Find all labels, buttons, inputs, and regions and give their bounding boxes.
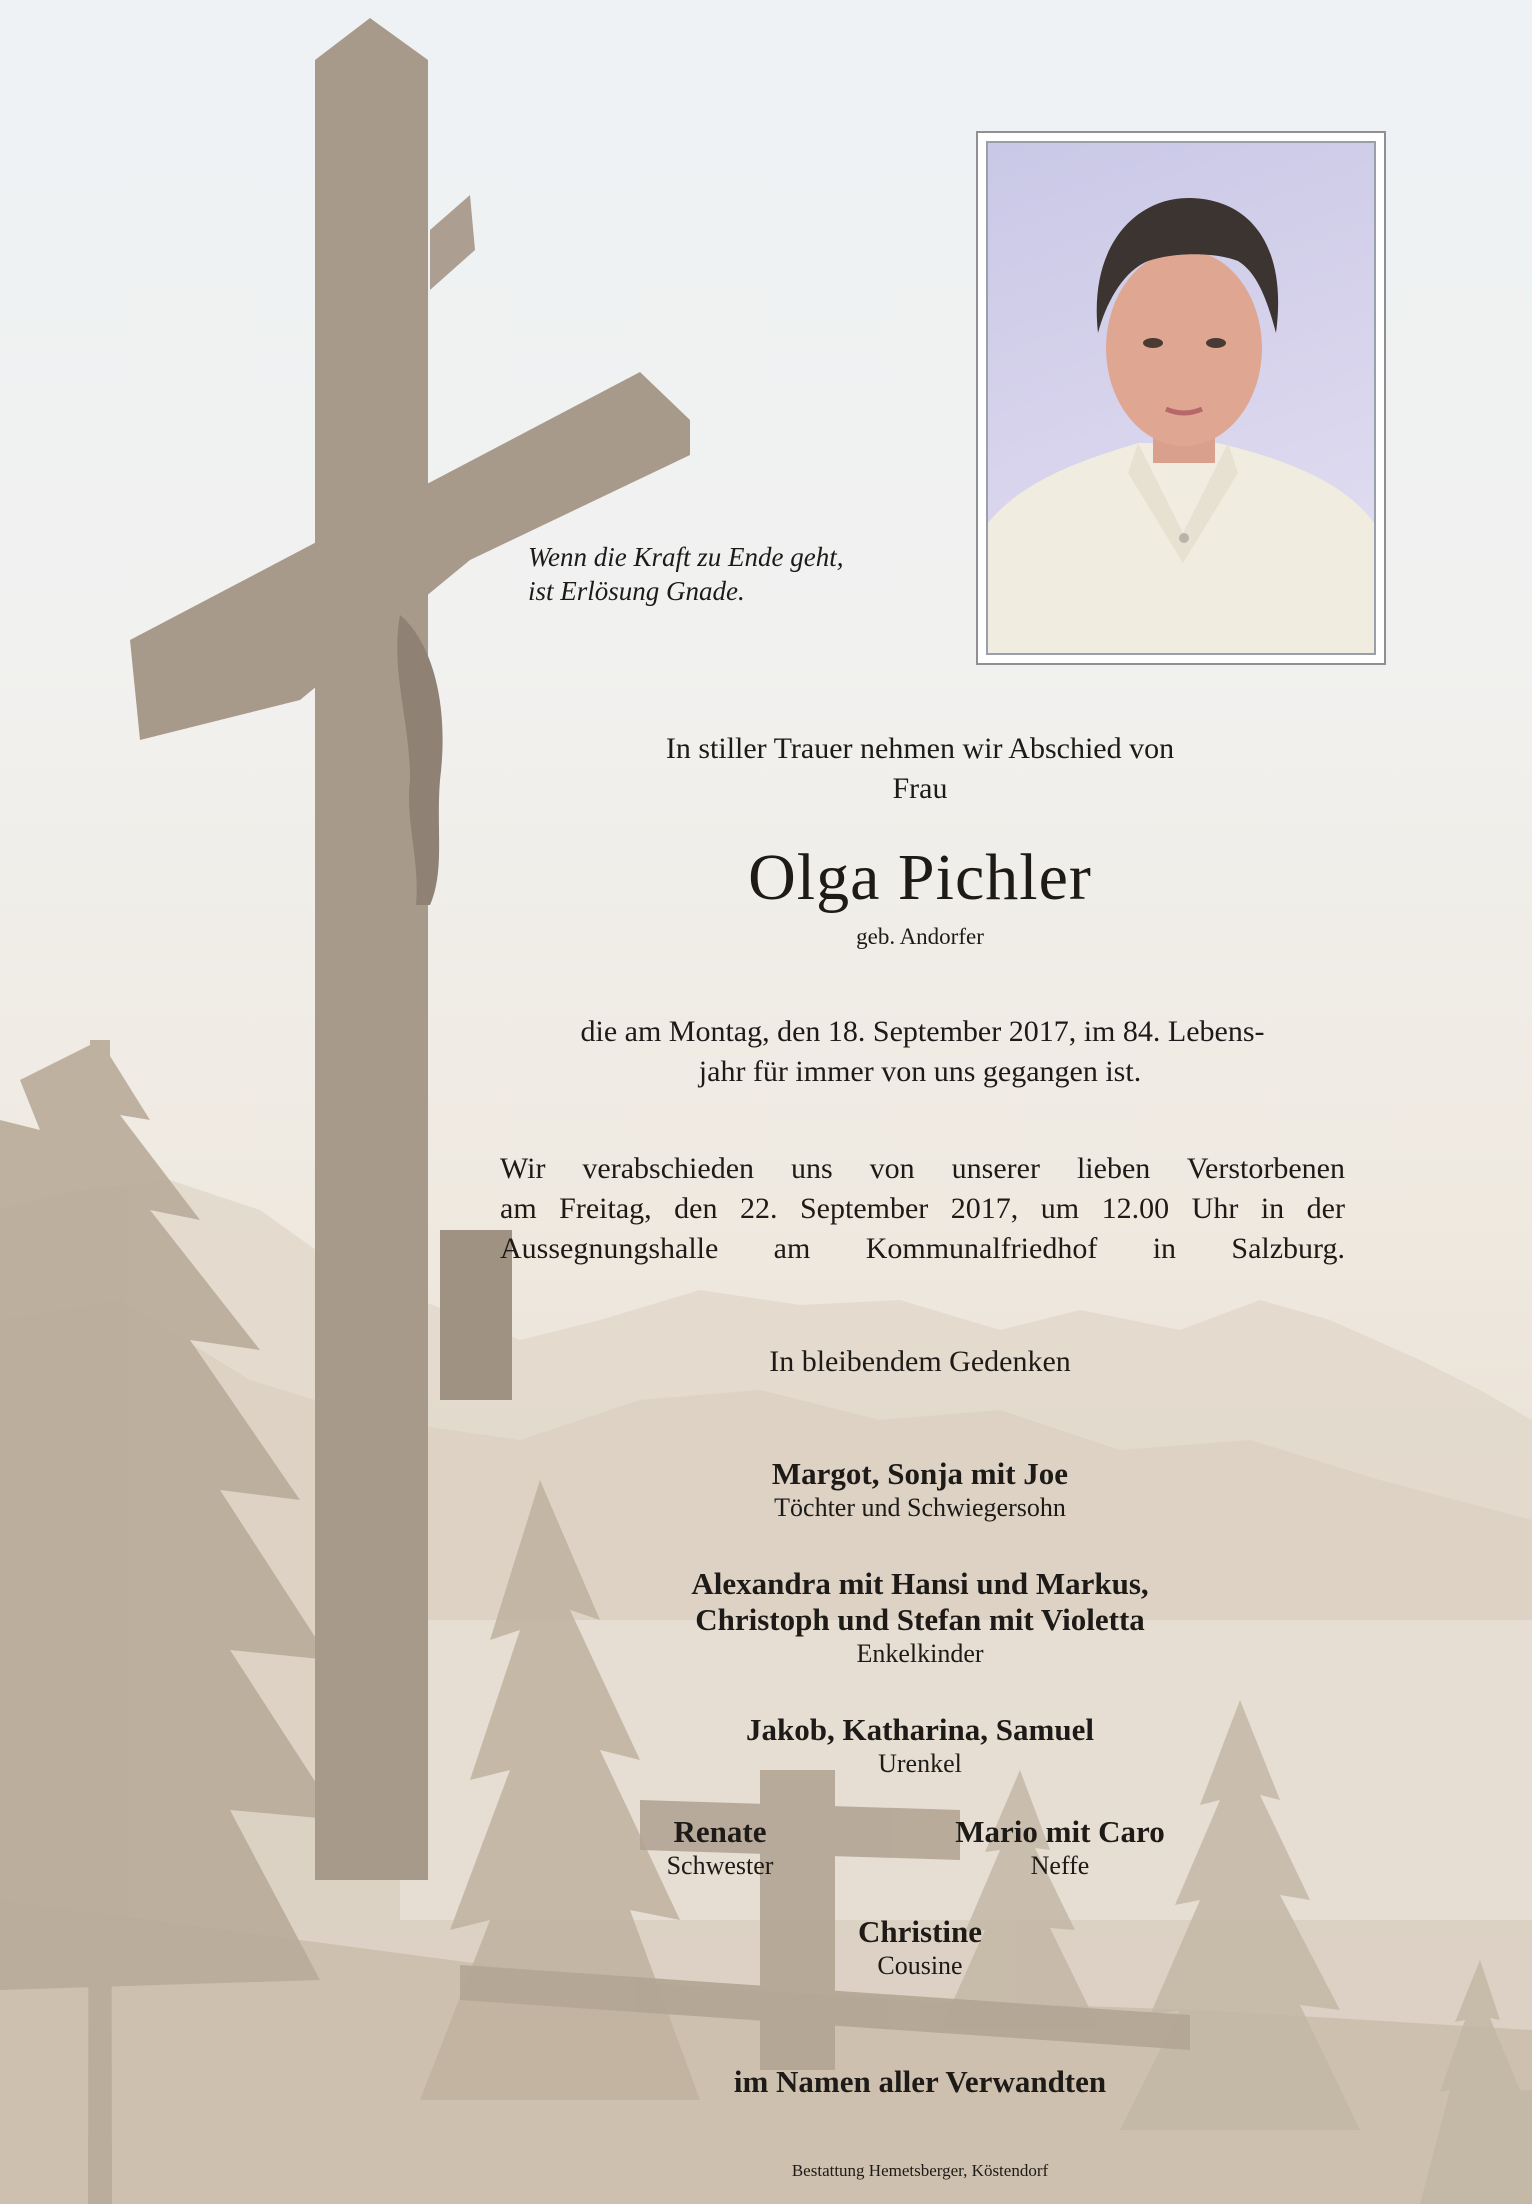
farewell-line-3: Aussegnungshalle am Kommunalfriedhof in Salzburg. bbox=[500, 1232, 1345, 1265]
mourner-names: Jakob, Katharina, Samuel bbox=[746, 1712, 1094, 1747]
funeral-home-footer: Bestattung Hemetsberger, Köstendorf bbox=[791, 2161, 1049, 2180]
mourner-relation: Neffe bbox=[1030, 1851, 1090, 1880]
motto-line-2: ist Erlösung Gnade. bbox=[528, 576, 745, 606]
mourner-names: Mario mit Caro bbox=[955, 1814, 1165, 1849]
death-notice-line-2: jahr für immer von uns gegangen ist. bbox=[698, 1055, 1142, 1088]
farewell-line-1: Wir verabschieden uns von unserer lieben Verstorbenen bbox=[500, 1152, 1345, 1185]
mourner-names: Renate bbox=[673, 1814, 767, 1849]
intro bbox=[560, 729, 1280, 809]
deceased-name: Olga Pichler bbox=[748, 841, 1092, 914]
mourner-relation: Schwester bbox=[666, 1851, 774, 1880]
motto-line-1: Wenn die Kraft zu Ende geht, bbox=[528, 542, 844, 572]
mourner-group-cousin bbox=[560, 1914, 1280, 1982]
mourner-relation: Töchter und Schwiegersohn bbox=[774, 1493, 1066, 1522]
birth-name: geb. Andorfer bbox=[856, 924, 984, 949]
portrait-photo bbox=[986, 141, 1376, 655]
mourner-names: Christine bbox=[858, 1914, 982, 1949]
motto bbox=[528, 540, 843, 608]
farewell-line-2: am Freitag, den 22. September 2017, um 12.00 Uhr in der bbox=[500, 1192, 1345, 1225]
mourner-relation: Cousine bbox=[877, 1951, 963, 1980]
portrait-photo-frame bbox=[976, 131, 1386, 665]
closing-line: im Namen aller Verwandten bbox=[733, 2064, 1107, 2099]
intro-line-2: Frau bbox=[892, 772, 948, 805]
mourner-names-line-1: Alexandra mit Hansi und Markus, bbox=[691, 1566, 1149, 1601]
mourner-group-grandchildren bbox=[560, 1566, 1280, 1670]
remembrance-heading: In bleibendem Gedenken bbox=[769, 1345, 1071, 1378]
mourner-relation: Urenkel bbox=[878, 1749, 962, 1778]
mourner-group-sister bbox=[570, 1814, 870, 1882]
intro-line-1: In stiller Trauer nehmen wir Abschied von bbox=[665, 732, 1175, 765]
mourner-names-line-2: Christoph und Stefan mit Violetta bbox=[695, 1602, 1145, 1637]
portrait-illustration bbox=[988, 143, 1374, 653]
mourner-group-great-grandchildren bbox=[560, 1712, 1280, 1780]
death-notice-line-1: die am Montag, den 18. September 2017, im 84. Lebens- bbox=[580, 1015, 1265, 1048]
mourner-group-nephew bbox=[910, 1814, 1210, 1882]
mourner-relation: Enkelkinder bbox=[856, 1639, 984, 1668]
mourner-group-daughters bbox=[560, 1456, 1280, 1524]
mourner-names: Margot, Sonja mit Joe bbox=[771, 1456, 1069, 1491]
